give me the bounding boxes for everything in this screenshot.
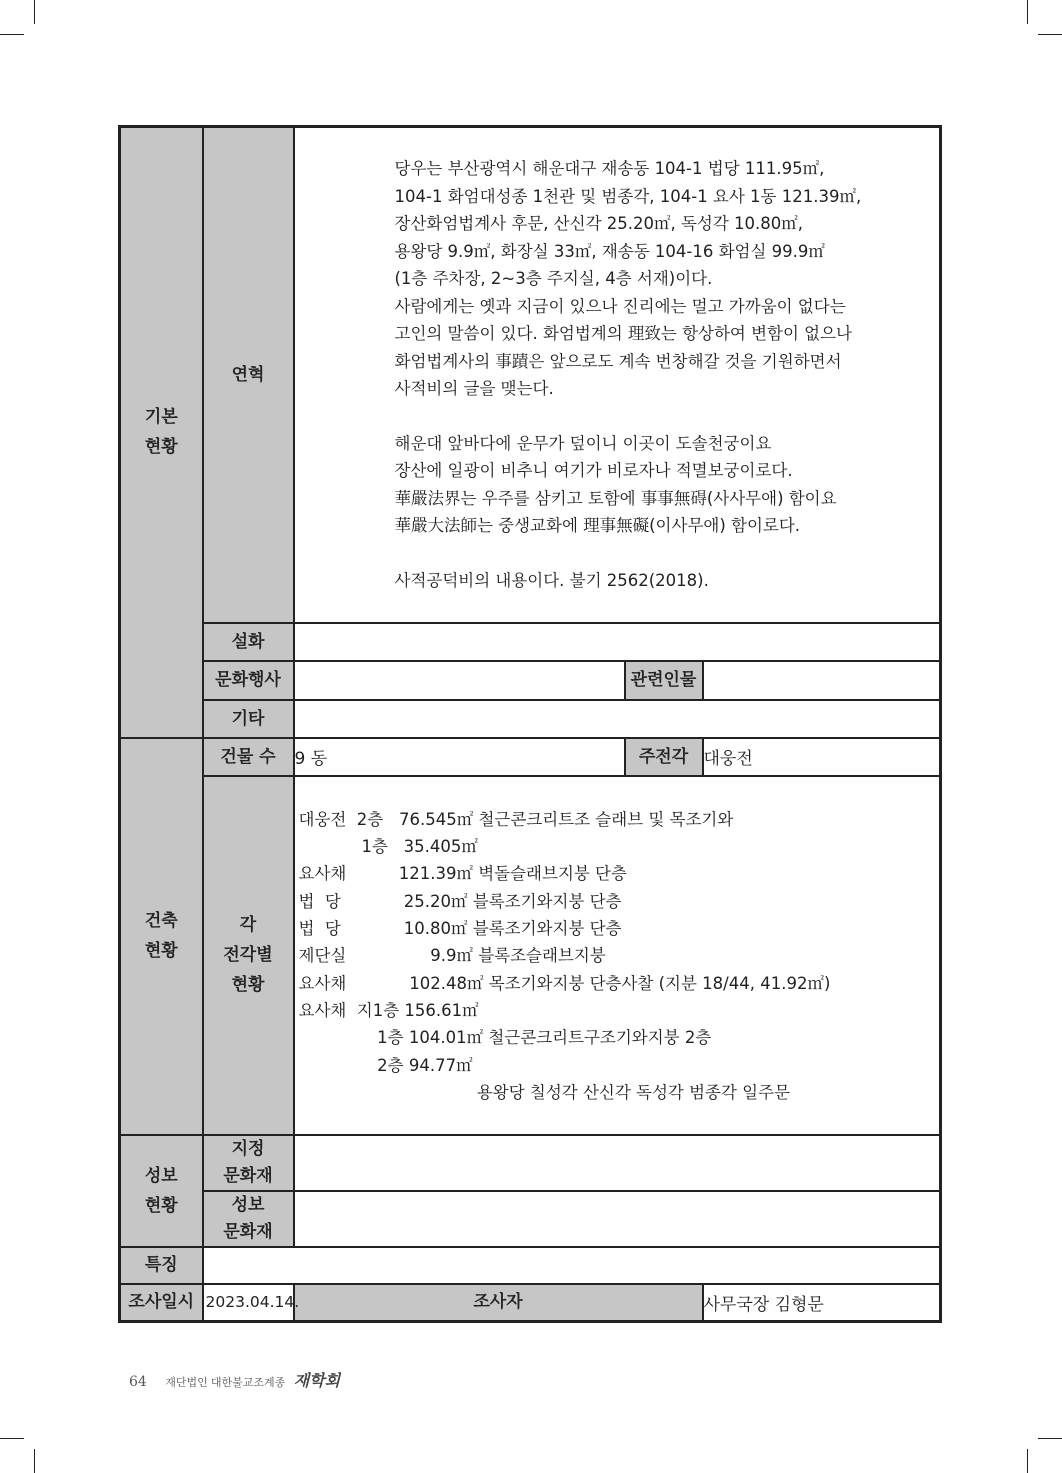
etc-label: 기타 [203, 700, 294, 738]
building-line: 법 당 25.20㎡ 블록조기와지붕 단층 [298, 891, 622, 911]
survey-date-value: 2023.04.14. [203, 1284, 294, 1322]
feature-label: 특징 [120, 1247, 203, 1284]
heritage-section-label: 성보 현황 [120, 1135, 203, 1247]
building-count-value: 9 동 [294, 738, 625, 776]
crop-mark [34, 0, 35, 24]
history-line: 104-1 화엄대성종 1천관 및 범종각, 104-1 요사 1동 121.39㎡, [394, 186, 862, 206]
publication-logo: 재학회 [293, 1371, 341, 1390]
surveyor-value: 사무국장 김형문 [703, 1284, 941, 1322]
history-line: 사적비의 글을 맺는다. [394, 379, 554, 399]
building-line: 법 당 10.80㎡ 블록조기와지붕 단층 [298, 919, 622, 939]
building-line: 2층 94.77㎡ [298, 1055, 473, 1075]
history-cell [294, 127, 941, 623]
crop-mark [1038, 34, 1062, 35]
building-line: 요사채 102.48㎡ 목조기와지붕 단층사찰 (지분 18/44, 41.92㎡) [298, 973, 831, 993]
history-closing: 사적공덕비의 내용이다. 불기 2562(2018). [394, 570, 709, 590]
survey-date-label: 조사일시 [120, 1284, 203, 1322]
main-hall-value: 대웅전 [703, 738, 941, 776]
building-detail-cell [294, 776, 941, 1135]
surveyor-label: 조사자 [294, 1284, 703, 1322]
page-number: 64 [129, 1374, 147, 1390]
history-line: 화엄법계사의 事蹟은 앞으로도 계속 번창해갈 것을 기원하면서 [394, 351, 842, 371]
poem-line: 華嚴法界는 우주를 삼키고 토함에 事事無碍(사사무애) 함이요 [394, 488, 837, 508]
people-value [703, 661, 941, 700]
legend-value [294, 623, 941, 661]
poem-line: 장산에 일광이 비추니 여기가 비로자나 적멸보궁이로다. [394, 461, 793, 481]
page-footer [129, 1368, 340, 1391]
history-line: 고인의 말씀이 있다. 화엄법계의 理致는 항상하여 변함이 없으나 [394, 324, 852, 344]
crop-mark [1027, 1449, 1028, 1473]
etc-value [294, 700, 941, 738]
crop-mark [1027, 0, 1028, 24]
crop-mark [0, 34, 24, 35]
history-line: 장산화엄법계사 후문, 산신각 25.20㎡, 독성각 10.80㎡, [394, 214, 804, 234]
history-line: (1층 주차장, 2~3층 주지실, 4층 서재)이다. [394, 269, 713, 289]
poem-line: 華嚴大法師는 중생교화에 理事無礙(이사무애) 함이로다. [394, 516, 800, 536]
designated-heritage-value [294, 1135, 941, 1191]
building-count-label: 건물 수 [203, 738, 294, 776]
main-hall-label: 주전각 [625, 738, 703, 776]
feature-value [203, 1247, 941, 1284]
basic-section-label: 기본 현황 [120, 127, 203, 738]
building-line: 대웅전 2층 76.545㎡ 철근콘크리트조 슬래브 및 목조기와 [298, 809, 734, 829]
history-line: 용왕당 9.9㎡, 화장실 33㎡, 재송동 104-16 화엄실 99.9㎡ [394, 241, 825, 261]
crop-mark [0, 1438, 24, 1439]
people-label: 관련인물 [625, 661, 703, 700]
legend-label: 설화 [203, 623, 294, 661]
building-line: 제단실 9.9㎡ 블록조슬래브지붕 [298, 946, 606, 966]
designated-heritage-label: 지정 문화재 [203, 1135, 294, 1191]
history-label: 연혁 [203, 127, 294, 623]
publication-title: 재단법인 대한불교조계종 [165, 1377, 286, 1389]
history-line: 당우는 부산광역시 해운대구 재송동 104-1 법당 111.95㎡, [394, 159, 825, 179]
building-line: 요사채 지1층 156.61㎡ [298, 1000, 479, 1020]
building-section-label: 건축 현황 [120, 738, 203, 1135]
building-line: 1층 104.01㎡ 철근콘크리트구조기와지붕 2층 [298, 1028, 712, 1048]
crop-mark [1038, 1438, 1062, 1439]
history-line: 사람에게는 옛과 지금이 있으나 진리에는 멀고 가까움이 없다는 [394, 296, 846, 316]
event-label: 문화행사 [203, 661, 294, 700]
survey-table [118, 125, 942, 1323]
treasure-heritage-value [294, 1191, 941, 1247]
treasure-heritage-label: 성보 문화재 [203, 1191, 294, 1247]
building-line: 용왕당 칠성각 산신각 독성각 범종각 일주문 [298, 1082, 790, 1102]
building-line: 요사채 121.39㎡ 벽돌슬래브지붕 단층 [298, 864, 627, 884]
building-line: 1층 35.405㎡ [298, 837, 478, 857]
crop-mark [34, 1449, 35, 1473]
building-detail-label: 각 전각별 현황 [203, 776, 294, 1135]
poem-line: 해운대 앞바다에 운무가 덮이니 이곳이 도솔천궁이요 [394, 433, 772, 453]
event-value [294, 661, 625, 700]
